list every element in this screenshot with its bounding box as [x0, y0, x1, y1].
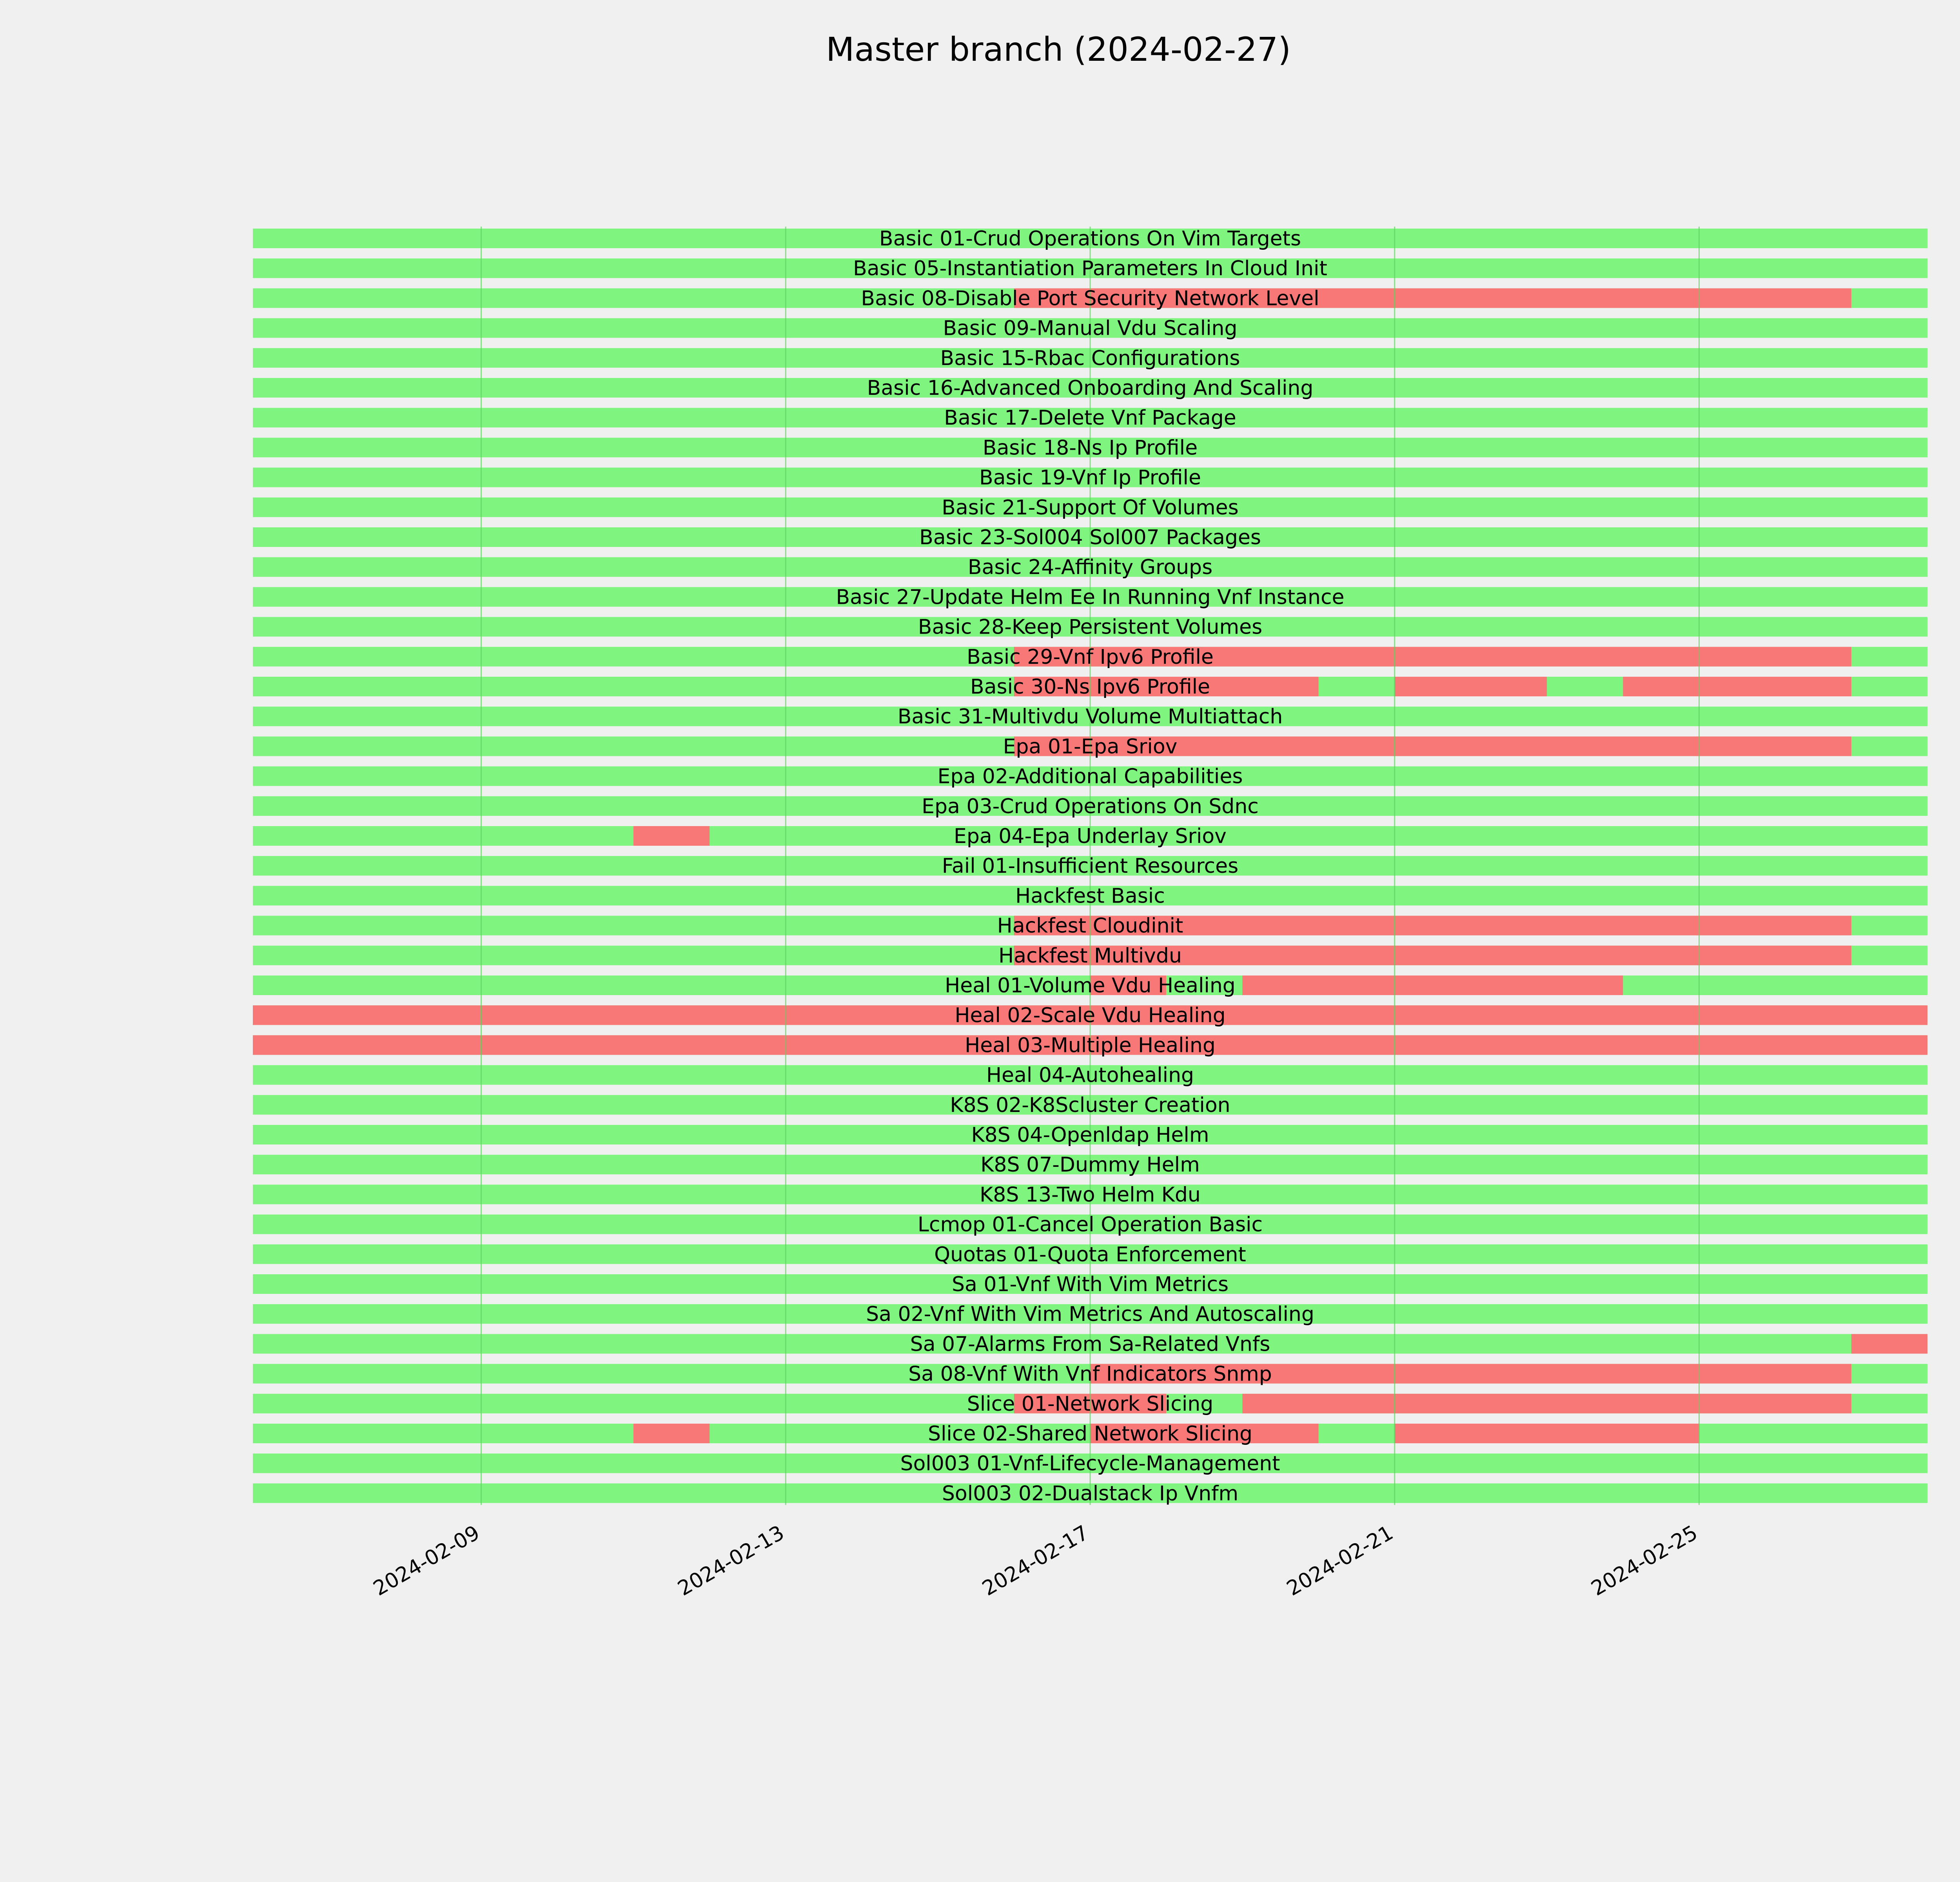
row-label: Basic 23-Sol004 Sol007 Packages [919, 526, 1261, 549]
row-label: K8S 13-Two Helm Kdu [980, 1183, 1201, 1207]
fail-bar [1242, 976, 1623, 995]
row-label: Basic 28-Keep Persistent Volumes [918, 615, 1263, 639]
fail-bar [1851, 1334, 1927, 1353]
row-label: Basic 18-Ns Ip Profile [982, 436, 1198, 460]
fail-bar [1395, 677, 1547, 696]
x-tick-label: 2024-02-25 [1587, 1521, 1702, 1601]
row-label: Heal 03-Multiple Healing [965, 1034, 1216, 1057]
row-label: Sa 01-Vnf With Vim Metrics [951, 1273, 1229, 1296]
fail-bar [633, 1424, 710, 1443]
x-axis-ticks [369, 1521, 1702, 1600]
fail-bar [1623, 677, 1851, 696]
row-label: Basic 16-Advanced Onboarding And Scaling [867, 376, 1314, 400]
x-tick-label: 2024-02-09 [369, 1521, 484, 1601]
row-label: Basic 15-Rbac Configurations [940, 346, 1240, 370]
row-label: Sa 08-Vnf With Vnf Indicators Snmp [908, 1362, 1272, 1386]
row-label: Fail 01-Insufficient Resources [942, 854, 1239, 878]
row-label: Sol003 01-Vnf-Lifecycle-Management [900, 1452, 1280, 1476]
row-label: Slice 02-Shared Network Slicing [927, 1422, 1253, 1446]
row-label: Basic 17-Delete Vnf Package [944, 406, 1236, 430]
row-label: Sa 07-Alarms From Sa-Related Vnfs [910, 1332, 1270, 1356]
fail-bar [1395, 1424, 1699, 1443]
chart-title: Master branch (2024-02-27) [826, 30, 1291, 69]
row-label: Basic 09-Manual Vdu Scaling [943, 316, 1238, 340]
row-label: Epa 02-Additional Capabilities [937, 765, 1243, 788]
row-label: Basic 30-Ns Ipv6 Profile [970, 675, 1210, 699]
row-label: Basic 24-Affinity Groups [967, 556, 1213, 579]
row-label: Lcmop 01-Cancel Operation Basic [917, 1213, 1263, 1237]
row-label: Epa 04-Epa Underlay Sriov [954, 825, 1227, 848]
row-label: Slice 01-Network Slicing [967, 1392, 1214, 1416]
fail-bar [1242, 1394, 1851, 1413]
row-label: Basic 27-Update Helm Ee In Running Vnf Instance [836, 585, 1345, 609]
x-tick-label: 2024-02-17 [978, 1521, 1093, 1601]
row-label: Hackfest Basic [1015, 884, 1165, 908]
row-label: Basic 29-Vnf Ipv6 Profile [967, 645, 1214, 669]
row-label: Basic 31-Multivdu Volume Multiattach [897, 705, 1283, 729]
x-tick-label: 2024-02-13 [674, 1521, 788, 1601]
row-label: Basic 08-Disable Port Security Network Level [861, 287, 1319, 311]
row-label: Basic 19-Vnf Ip Profile [979, 466, 1201, 490]
row-label: Sol003 02-Dualstack Ip Vnfm [942, 1482, 1239, 1506]
row-label: Hackfest Multivdu [998, 944, 1182, 968]
row-label: Epa 01-Epa Sriov [1003, 735, 1178, 759]
row-label: Hackfest Cloudinit [997, 914, 1183, 938]
row-label: Epa 03-Crud Operations On Sdnc [922, 794, 1259, 818]
row-label: Basic 21-Support Of Volumes [942, 496, 1239, 520]
x-tick-label: 2024-02-21 [1283, 1521, 1397, 1601]
fail-bar [633, 826, 710, 846]
row-label: K8S 02-K8Scluster Creation [950, 1093, 1230, 1117]
row-label: K8S 04-Openldap Helm [971, 1123, 1209, 1147]
row-label: Sa 02-Vnf With Vim Metrics And Autoscaling [866, 1303, 1314, 1326]
row-label: Basic 05-Instantiation Parameters In Cloud Init [853, 257, 1327, 281]
row-label: Quotas 01-Quota Enforcement [934, 1243, 1246, 1266]
row-label: K8S 07-Dummy Helm [980, 1153, 1200, 1177]
row-label: Heal 04-Autohealing [986, 1063, 1194, 1087]
row-label: Heal 01-Volume Vdu Healing [945, 974, 1236, 997]
row-label: Heal 02-Scale Vdu Healing [955, 1004, 1226, 1028]
row-label: Basic 01-Crud Operations On Vim Targets [879, 227, 1301, 251]
